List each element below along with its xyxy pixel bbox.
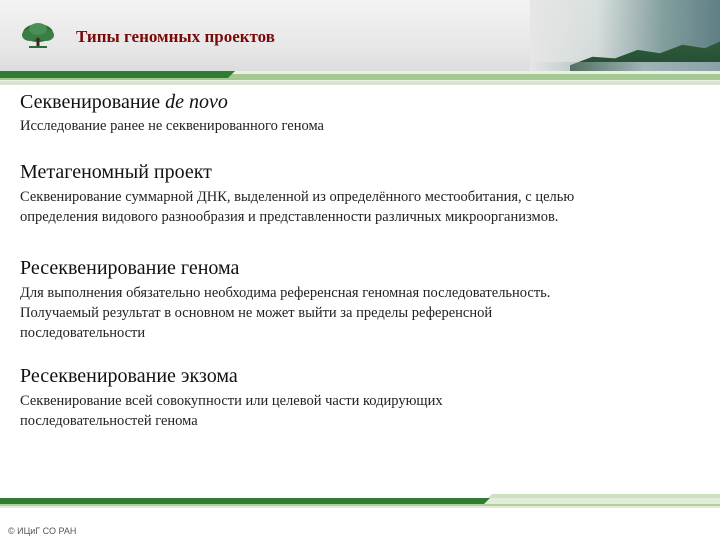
- section-de-novo: [20, 90, 324, 136]
- section-text-line: Секвенирование всей совокупности или целевой части кодирующих: [20, 393, 443, 409]
- section-heading-text: Секвенирование: [20, 91, 166, 113]
- section-text: [20, 187, 710, 227]
- section-text-line: определения видового разнообразия и представленности различных микроорганизмов.: [20, 209, 559, 225]
- section-text-line: последовательности: [20, 325, 146, 341]
- page-title: Типы геномных проектов: [76, 27, 275, 46]
- slide-header: [0, 0, 720, 72]
- section-text: Исследование ранее не секвенированного генома: [20, 118, 324, 134]
- section-text: [20, 283, 710, 343]
- section-heading-italic: de novo: [165, 91, 228, 113]
- header-landscape-image: [530, 0, 720, 72]
- section-metagenomic: [20, 160, 710, 227]
- tree-logo-icon: [19, 22, 57, 50]
- section-text: [20, 391, 710, 431]
- section-heading: Ресеквенирование экзома: [20, 365, 238, 387]
- section-text-line: Получаемый результат в основном не может выйти за пределы референсной: [20, 305, 493, 321]
- section-heading: Ресеквенирование генома: [20, 257, 240, 279]
- footer-copyright: © ИЦиГ СО РАН: [8, 526, 77, 536]
- section-text-line: Секвенирование суммарной ДНК, выделенной из определённого местообитания, с целью: [20, 189, 575, 205]
- section-text-line: Для выполнения обязательно необходима референсная геномная последовательность.: [20, 285, 551, 301]
- section-heading: Метагеномный проект: [20, 161, 212, 183]
- footer-divider-bar: [0, 494, 720, 508]
- section-heading: [20, 90, 324, 114]
- section-text-line: последовательностей генома: [20, 413, 198, 429]
- section-genome-resequencing: [20, 256, 710, 343]
- section-exome-resequencing: [20, 364, 710, 431]
- header-divider-bar: [0, 71, 720, 85]
